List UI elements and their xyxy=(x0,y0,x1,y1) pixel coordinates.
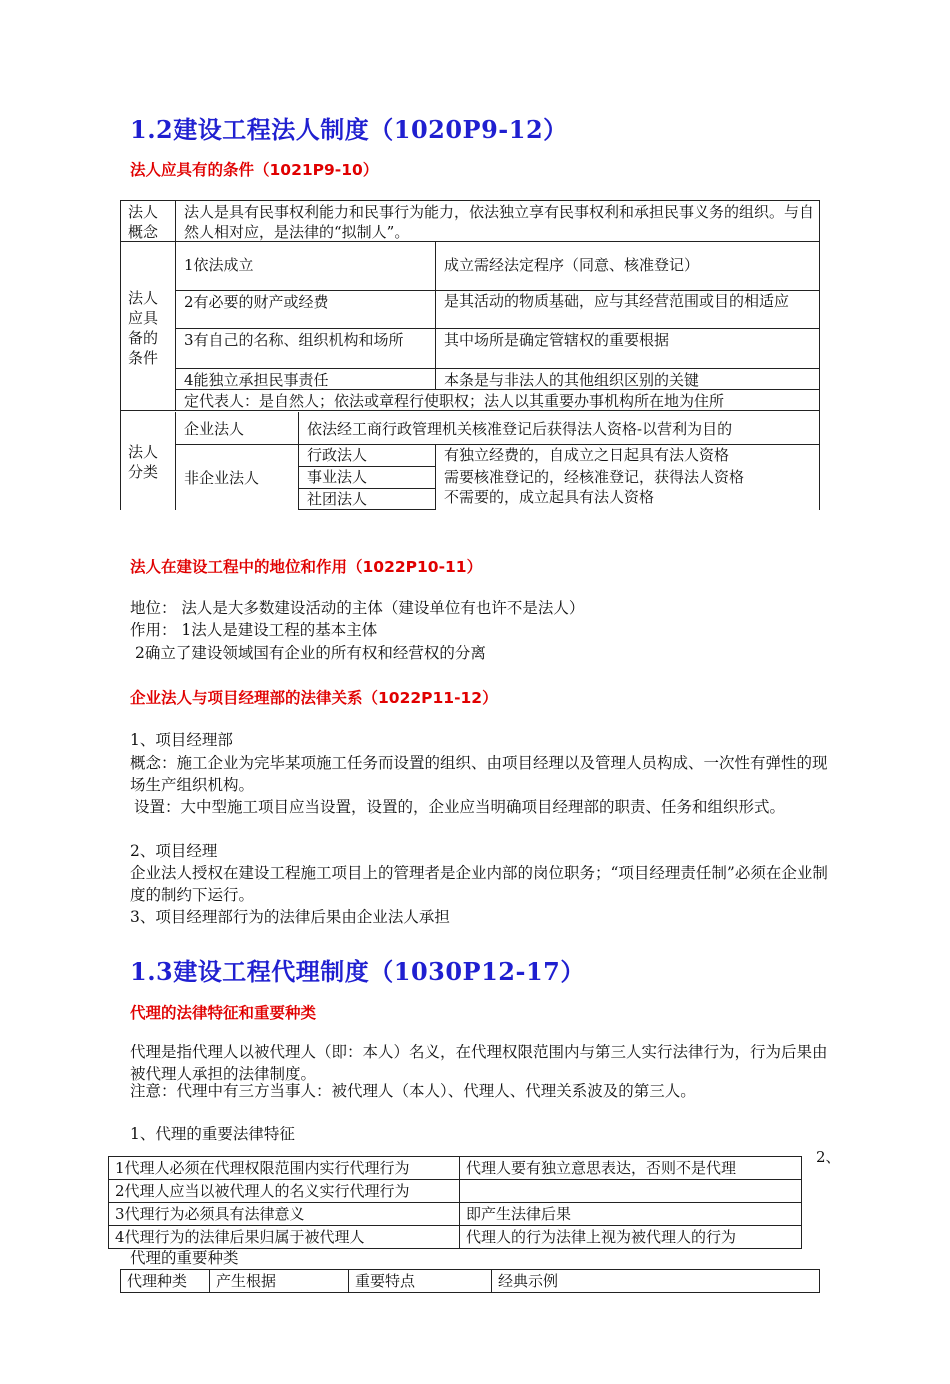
table-row xyxy=(109,1180,802,1203)
condition-2-desc: 是其活动的物质基础，应与其经营范围或目的相适应 xyxy=(444,292,790,310)
types-header-basis: 产生根据 xyxy=(210,1270,349,1293)
pm-item-3: 3、项目经理部行为的法律后果由企业法人承担 xyxy=(130,908,450,926)
non-enterprise-legal-person: 非企业法人 xyxy=(184,469,260,487)
feature-4-desc: 代理人的行为法律上视为被代理人的行为 xyxy=(460,1226,802,1249)
subheading-project-manager: 企业法人与项目经理部的法律关系（1022P11-12） xyxy=(130,689,498,707)
classification-label: 法人分类 xyxy=(128,443,159,481)
legal-person-table xyxy=(120,200,820,510)
pm-item-1: 1、项目经理部 xyxy=(130,731,233,749)
condition-3: 3有自己的名称、组织机构和场所 xyxy=(184,331,404,349)
types-header-features: 重要特点 xyxy=(349,1270,492,1293)
agency-features-heading: 1、代理的重要法律特征 xyxy=(130,1125,295,1143)
role-status: 地位： 法人是大多数建设活动的主体（建设单位有也许不是法人） xyxy=(130,599,585,617)
pm-manager-desc: 企业法人授权在建设工程施工项目上的管理者是企业内部的岗位职务；“项目经理责任制”必须在企业制度的制约下运行。 xyxy=(130,864,828,904)
feature-2-desc xyxy=(460,1180,802,1203)
agency-features-table xyxy=(108,1156,802,1249)
table-row xyxy=(109,1203,802,1226)
feature-4: 4代理行为的法律后果归属于被代理人 xyxy=(109,1226,460,1249)
table-row xyxy=(109,1226,802,1249)
non-enterprise-desc-2: 需要核准登记的，经核准登记，获得法人资格 xyxy=(444,468,745,486)
institution-legal-person: 事业法人 xyxy=(307,468,368,486)
association-legal-person: 社团法人 xyxy=(307,490,368,508)
types-header-kind: 代理种类 xyxy=(121,1270,210,1293)
pm-setup: 设置：大中型施工项目应当设置，设置的，企业应当明确项目经理部的职责、任务和组织形式。 xyxy=(134,798,786,816)
table-row xyxy=(121,1270,820,1293)
pm-concept: 概念：施工企业为完毕某项施工任务而设置的组织、由项目经理以及管理人员构成、一次性有弹性的现场生产组织机构。 xyxy=(130,754,828,794)
agency-types-table xyxy=(120,1269,820,1293)
types-header-example: 经典示例 xyxy=(492,1270,820,1293)
feature-1-desc: 代理人要有独立意思表达，否则不是代理 xyxy=(460,1157,802,1180)
subheading-legal-person-conditions: 法人应具有的条件（1021P9-10） xyxy=(130,161,379,179)
non-enterprise-desc-1: 有独立经费的，自成立之日起具有法人资格 xyxy=(444,446,730,464)
role-function-1: 作用： 1法人是建设工程的基本主体 xyxy=(130,621,378,639)
agency-types-heading: 代理的重要种类 xyxy=(130,1249,239,1267)
feature-2: 2代理人应当以被代理人的名义实行代理行为 xyxy=(109,1180,460,1203)
legal-representative-text: 定代表人：是自然人；依法或章程行使职权；法人以其重要办事机构所在地为住所 xyxy=(184,392,725,410)
feature-3-desc: 即产生法律后果 xyxy=(460,1203,802,1226)
condition-1-desc: 成立需经法定程序（同意、核准登记） xyxy=(444,256,700,274)
enterprise-legal-person-desc: 依法经工商行政管理机关核准登记后获得法人资格-以营利为目的 xyxy=(307,420,733,438)
table-row xyxy=(109,1157,802,1180)
role-function-2: 2确立了建设领域国有企业的所有权和经营权的分离 xyxy=(135,644,486,662)
subheading-agency-features: 代理的法律特征和重要种类 xyxy=(130,1004,317,1022)
section-1-2-title: 1.2建设工程法人制度（1020P9-12） xyxy=(130,115,568,144)
agency-note: 注意：代理中有三方当事人：被代理人（本人）、代理人、代理关系波及的第三人。 xyxy=(130,1082,696,1100)
agency-definition: 代理是指代理人以被代理人（即：本人）名义，在代理权限范围内与第三人实行法律行为，行为后果由被代理人承担的法律制度。 xyxy=(130,1043,828,1083)
condition-3-desc: 其中场所是确定管辖权的重要根据 xyxy=(444,331,670,349)
condition-2: 2有必要的财产或经费 xyxy=(184,293,329,311)
concept-text: 法人是具有民事权利能力和民事行为能力，依法独立享有民事权利和承担民事义务的组织。与自然人相对应，是法律的“拟制人”。 xyxy=(184,203,815,241)
conditions-label: 法人应具备的条件 xyxy=(128,289,159,367)
pm-item-2: 2、项目经理 xyxy=(130,842,218,860)
non-enterprise-desc-3: 不需要的，成立起具有法人资格 xyxy=(444,488,655,506)
feature-3: 3代理行为必须具有法律意义 xyxy=(109,1203,460,1226)
subheading-role: 法人在建设工程中的地位和作用（1022P10-11） xyxy=(130,558,483,576)
condition-4: 4能独立承担民事责任 xyxy=(184,371,329,389)
enterprise-legal-person: 企业法人 xyxy=(184,420,245,438)
section-1-3-title: 1.3建设工程代理制度（1030P12-17） xyxy=(130,957,585,986)
administrative-legal-person: 行政法人 xyxy=(307,446,368,464)
margin-mark: 2、 xyxy=(816,1148,841,1166)
feature-1: 1代理人必须在代理权限范围内实行代理行为 xyxy=(109,1157,460,1180)
condition-1: 1依法成立 xyxy=(184,256,254,274)
concept-label: 法人概念 xyxy=(128,203,159,241)
condition-4-desc: 本条是与非法人的其他组织区别的关键 xyxy=(444,371,700,389)
